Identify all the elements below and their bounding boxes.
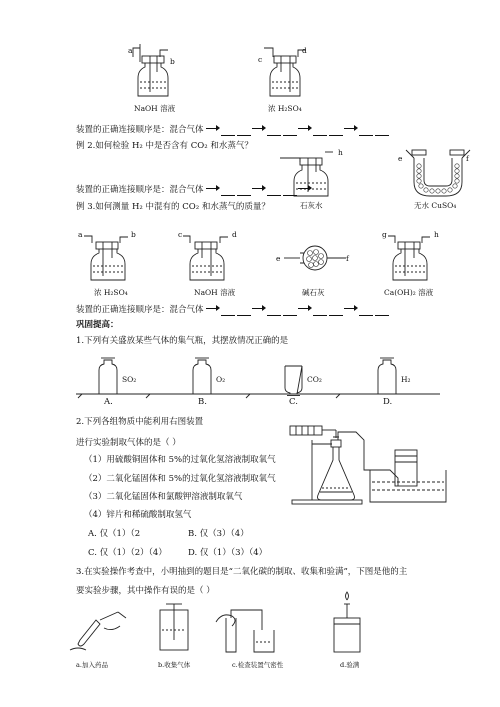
naoh-label: NaOH 溶液: [134, 104, 176, 113]
q1-text: 1.下列有关盛放某些气体的集气瓶，其摆放情况正确的是: [76, 336, 289, 346]
q3-caption-c: c.检查装置气密性: [232, 661, 284, 669]
label-b: b: [170, 57, 175, 66]
utube-label: 无水 CuSO₄: [414, 201, 457, 210]
q3-caption-d: d.验满: [340, 661, 360, 669]
e3-b1-label: 浓 H₂SO₄: [94, 288, 128, 297]
q1-gas-d: H₂: [401, 375, 411, 384]
e3-a: a: [78, 230, 83, 239]
e3-e: e: [276, 254, 281, 263]
e3-h: h: [434, 230, 439, 239]
e3-b4-label: Ca(OH)₂ 溶液: [384, 288, 434, 297]
q2-choice-c: C. 仅（1）（2）（4）: [88, 548, 167, 558]
q1-option-b: B.: [198, 397, 207, 407]
example2-text: 例 2.如何检验 H₂ 中是否含有 CO₂ 和水蒸气？: [76, 141, 253, 151]
utube-e: e: [398, 154, 403, 163]
q2-item-1: （1）用硫酸铜固体和 5%的过氧化氢溶液制取氧气: [84, 455, 276, 465]
label-d: d: [302, 46, 307, 55]
section-title: 巩固提高：: [76, 320, 119, 330]
connect-line-3: 装置的正确连接顺序是：混合气体: [76, 304, 390, 316]
e3-c: c: [178, 230, 183, 239]
q3-caption-a: a.加入药品: [76, 661, 108, 669]
q2-item-2: （2）二氧化锰固体和 5%的过氧化氢溶液制取氧气: [84, 474, 276, 484]
utube-f: f: [466, 154, 469, 163]
q3-caption-b: b.收集气体: [158, 661, 191, 669]
e3-d: d: [232, 230, 237, 239]
q2-line1: 2.下列各组物质中能利用右图装置: [76, 417, 204, 427]
connect-line-1: 装置的正确连接顺序是：混合气体: [76, 124, 390, 136]
q1-option-a: A.: [104, 397, 113, 407]
q2-choice-d: D. 仅（1）（3）（4）: [188, 548, 268, 558]
label-c: c: [258, 55, 263, 64]
q3-line2: 要实验步骤，其中操作有误的是（ ）: [76, 586, 215, 596]
example3-text: 例 3.如何测量 H₂ 中混有的 CO₂ 和水蒸气的质量？: [76, 202, 270, 212]
e3-f: f: [346, 254, 349, 263]
q1-option-c: C.: [289, 397, 298, 407]
limewater-label: 石灰水: [300, 201, 323, 210]
e3-b: b: [131, 230, 136, 239]
q2-line2: 进行实验制取气体的是（ ）: [76, 438, 181, 448]
label-a: a: [128, 46, 133, 55]
q2-item-4: （4）锌片和稀硫酸制取氢气: [84, 510, 192, 520]
e3-b2-label: NaOH 溶液: [194, 288, 236, 297]
q1-gas-b: O₂: [216, 375, 226, 384]
h2so4-label: 浓 H₂SO₄: [268, 104, 302, 113]
limewater-h: h: [338, 148, 343, 157]
connect-line-2: 装置的正确连接顺序是：混合气体: [76, 184, 312, 196]
e3-sodalime-label: 碱石灰: [302, 288, 325, 297]
q2-choice-b: B. 仅（3）（4）: [188, 529, 249, 539]
q2-choice-a: A. 仅（1）（2: [88, 529, 141, 539]
q1-option-d: D.: [383, 397, 393, 407]
q3-line1: 3.在实验操作考查中，小明抽到的题目是“二氧化碳的制取、收集和验满”，下图是他的主: [76, 567, 408, 577]
q2-item-3: （3）二氧化锰固体和氯酸钾溶液制取氧气: [84, 492, 243, 502]
q1-gas-a: SO₂: [122, 375, 137, 384]
q1-gas-c: CO₂: [307, 375, 322, 384]
e3-g: g: [382, 230, 387, 239]
